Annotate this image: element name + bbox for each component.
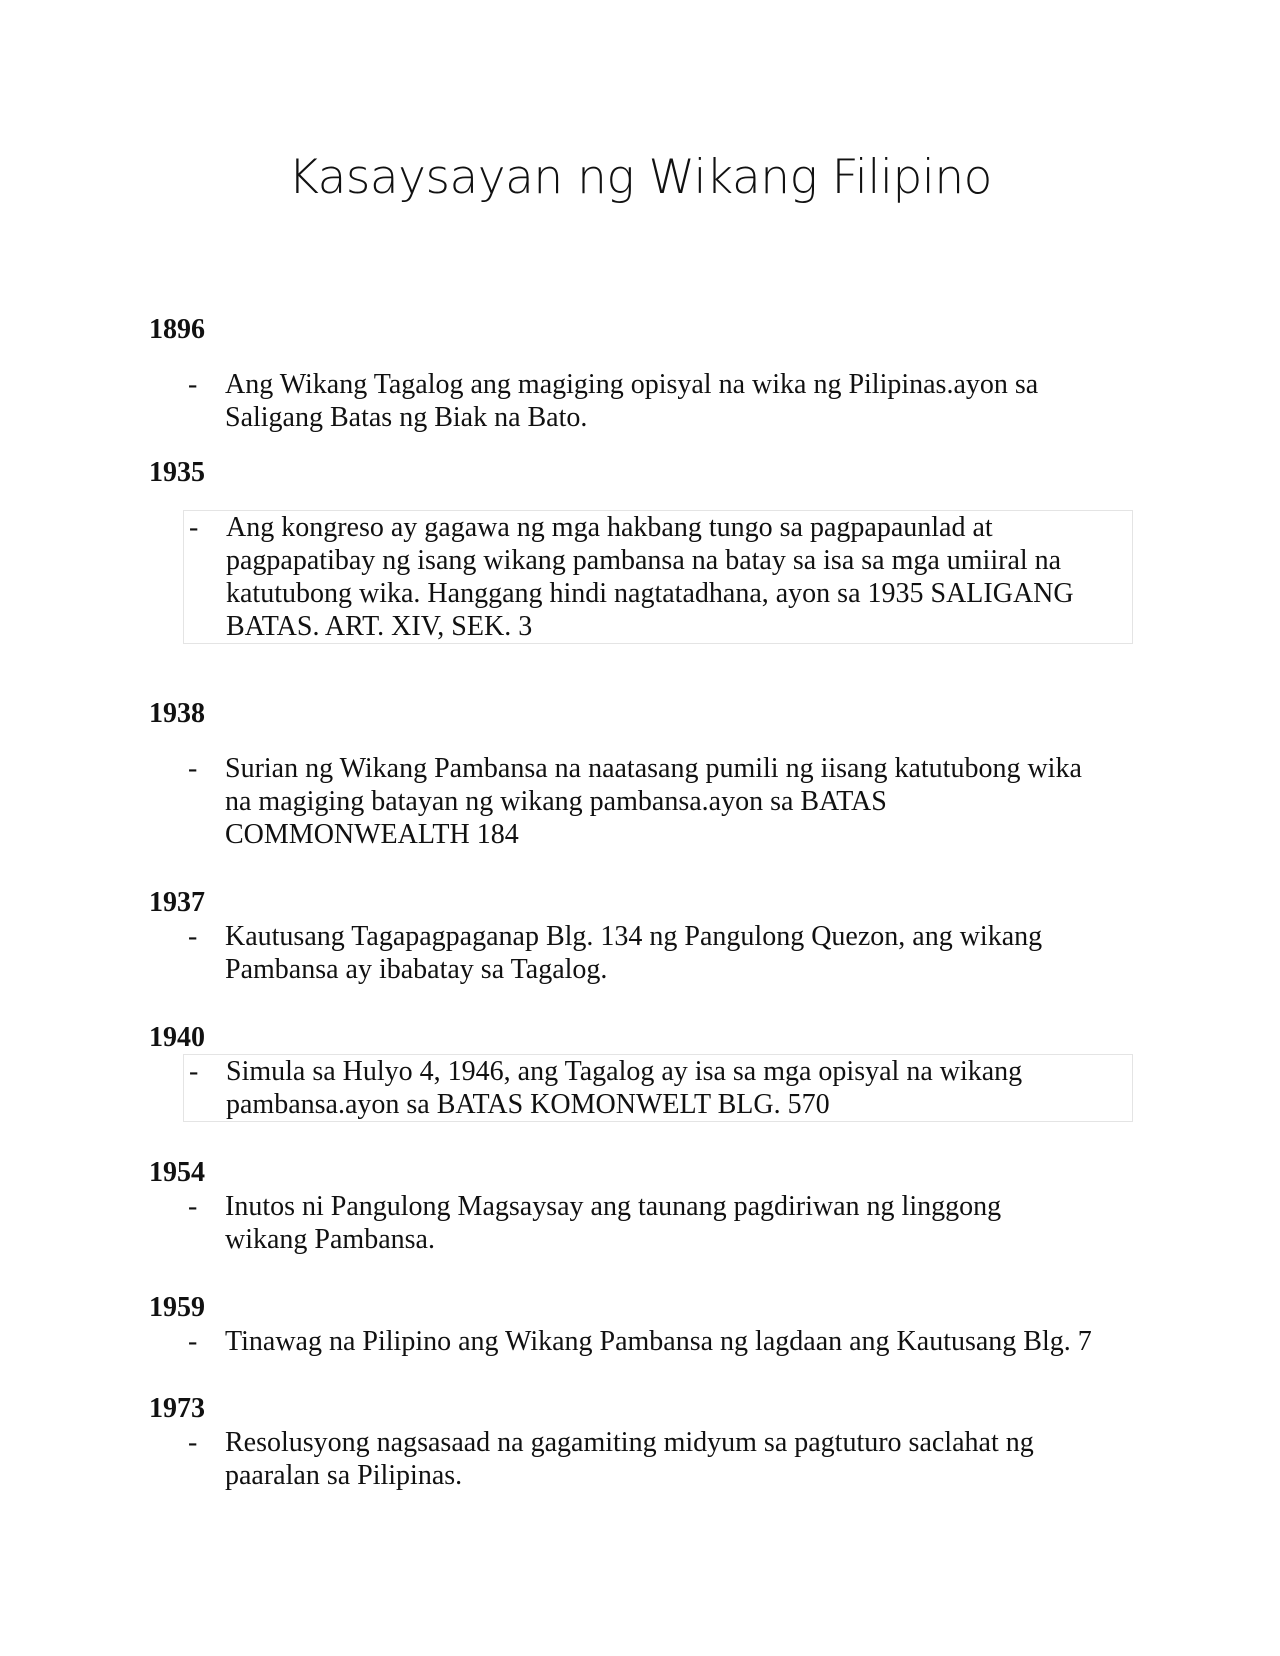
document-title: Kasaysayan ng Wikang Filipino (288, 150, 992, 205)
dash-bullet: - (189, 1056, 199, 1087)
entry-line: wikang Pambansa. (225, 1224, 435, 1255)
entry-line: Tinawag na Pilipino ang Wikang Pambansa ng lagdaan ang Kautusang Blg. 7 (225, 1326, 1092, 1357)
entry-line: Simula sa Hulyo 4, 1946, ang Tagalog ay isa sa mga opisyal na wikang (226, 1056, 1023, 1087)
entry-1973 (183, 1426, 1133, 1492)
entry-line: Pambansa ay ibabatay sa Tagalog. (225, 954, 608, 985)
entry-line: Kautusang Tagapagpaganap Blg. 134 ng Pangulong Quezon, ang wikang (225, 921, 1043, 952)
entry-1940 (183, 1054, 1133, 1122)
entry-1935 (183, 510, 1133, 644)
entry-line: Saligang Batas ng Biak na Bato. (225, 402, 588, 433)
entry-1896 (183, 368, 1133, 434)
entry-line: pagpapatibay ng isang wikang pambansa na batay sa isa sa mga umiiral na (226, 545, 1062, 576)
entry-1937 (183, 920, 1133, 986)
dash-bullet: - (189, 512, 199, 543)
year-heading-1938: 1938 (149, 698, 205, 729)
year-heading-1959: 1959 (149, 1292, 205, 1323)
entry-line: Resolusyong nagsasaad na gagamiting midyum sa pagtuturo saclahat ng (225, 1427, 1034, 1458)
entry-line: Surian ng Wikang Pambansa na naatasang pumili ng iisang katutubong wika (225, 753, 1082, 784)
year-heading-1937: 1937 (149, 887, 205, 918)
dash-bullet: - (188, 1326, 198, 1357)
dash-bullet: - (188, 921, 198, 952)
entry-line: Ang kongreso ay gagawa ng mga hakbang tungo sa pagpapaunlad at (226, 512, 993, 543)
entry-line: COMMONWEALTH 184 (225, 819, 519, 850)
entry-1938 (183, 752, 1133, 851)
entry-line: Inutos ni Pangulong Magsaysay ang taunang pagdiriwan ng linggong (225, 1191, 1002, 1222)
dash-bullet: - (188, 1427, 198, 1458)
year-heading-1954: 1954 (149, 1157, 205, 1188)
entry-1959 (183, 1325, 1133, 1358)
entry-line: BATAS. ART. XIV, SEK. 3 (226, 611, 533, 642)
dash-bullet: - (188, 753, 198, 784)
year-heading-1935: 1935 (149, 457, 205, 488)
entry-1954 (183, 1190, 1133, 1256)
dash-bullet: - (188, 369, 198, 400)
year-heading-1940: 1940 (149, 1022, 205, 1053)
entry-line: katutubong wika. Hanggang hindi nagtatadhana, ayon sa 1935 SALIGANG (226, 578, 1074, 609)
entry-line: na magiging batayan ng wikang pambansa.ayon sa BATAS (225, 786, 887, 817)
year-heading-1973: 1973 (149, 1393, 205, 1424)
entry-line: pambansa.ayon sa BATAS KOMONWELT BLG. 570 (226, 1089, 830, 1120)
year-heading-1896: 1896 (149, 314, 205, 345)
entry-line: Ang Wikang Tagalog ang magiging opisyal na wika ng Pilipinas.ayon sa (225, 369, 1039, 400)
entry-line: paaralan sa Pilipinas. (225, 1460, 463, 1491)
dash-bullet: - (188, 1191, 198, 1222)
